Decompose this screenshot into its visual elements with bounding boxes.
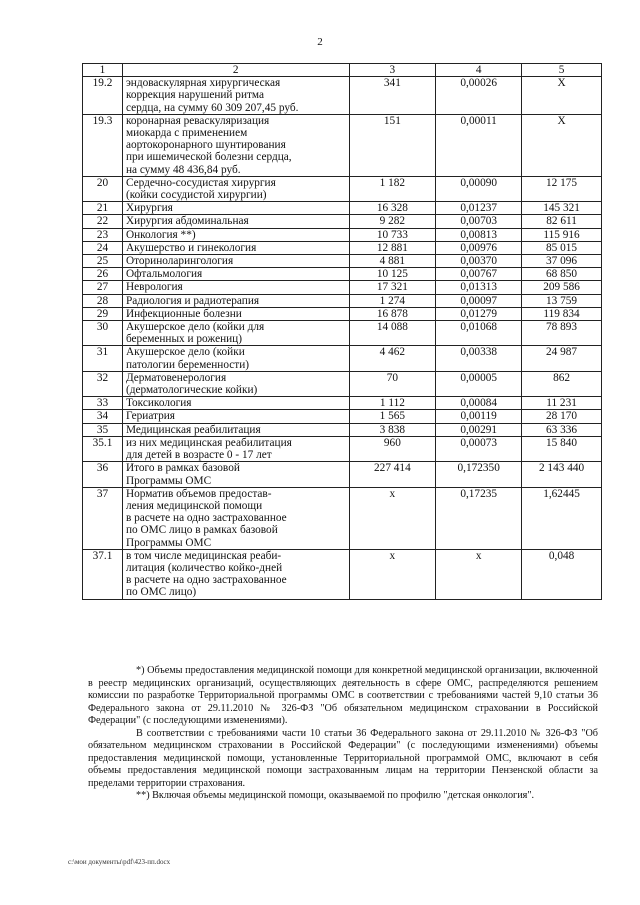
row-name-cell: в том числе медицинская реаби- литация (количество койко-дней в расчете на одно застрахованное по ОМС лицо): [122, 549, 349, 599]
row-name-cell: Сердечно-сосудистая хирургия (койки сосудистой хирургии): [122, 176, 349, 201]
row-name-cell: Оториноларингология: [122, 255, 349, 268]
row-value-cell: 70: [349, 371, 436, 396]
row-value-cell: 227 414: [349, 462, 436, 487]
row-number-cell: 35: [83, 423, 123, 436]
row-number-cell: 19.2: [83, 77, 123, 115]
file-path-footer: c:\мои документы\pdf\423-пп.docx: [68, 858, 171, 866]
row-value-cell: 37 096: [522, 255, 602, 268]
row-name-cell: Офтальмология: [122, 268, 349, 281]
row-value-cell: 0,00119: [436, 410, 522, 423]
row-value-cell: 1 182: [349, 176, 436, 201]
row-value-cell: 115 916: [522, 228, 602, 241]
row-value-cell: 0,00370: [436, 255, 522, 268]
row-value-cell: 0,00097: [436, 294, 522, 307]
row-value-cell: 0,00073: [436, 436, 522, 461]
row-name-cell: Онкология **): [122, 228, 349, 241]
row-value-cell: 24 987: [522, 346, 602, 371]
row-value-cell: 1,62445: [522, 487, 602, 549]
row-number-cell: 33: [83, 397, 123, 410]
row-value-cell: 4 462: [349, 346, 436, 371]
row-value-cell: 13 759: [522, 294, 602, 307]
table-header-row: [83, 64, 602, 77]
row-value-cell: 85 015: [522, 241, 602, 254]
table-row: [83, 462, 602, 487]
row-number-cell: 20: [83, 176, 123, 201]
table-row: [83, 228, 602, 241]
row-name-cell: Норматив объемов предостав- ления медицинской помощи в расчете на одно застрахованное по ОМС лицо в рамках базовой Программы ОМС: [122, 487, 349, 549]
row-name-cell: Хирургия: [122, 202, 349, 215]
row-value-cell: 0,01237: [436, 202, 522, 215]
row-value-cell: 11 231: [522, 397, 602, 410]
row-number-cell: 37: [83, 487, 123, 549]
row-number-cell: 27: [83, 281, 123, 294]
row-value-cell: 145 321: [522, 202, 602, 215]
row-value-cell: 0,172350: [436, 462, 522, 487]
table-row: [83, 215, 602, 228]
table-row: [83, 321, 602, 346]
row-value-cell: 209 586: [522, 281, 602, 294]
row-value-cell: 0,00703: [436, 215, 522, 228]
row-value-cell: 9 282: [349, 215, 436, 228]
row-value-cell: 12 175: [522, 176, 602, 201]
row-value-cell: X: [522, 77, 602, 115]
table-row: [83, 202, 602, 215]
row-value-cell: 0,048: [522, 549, 602, 599]
row-name-cell: Радиология и радиотерапия: [122, 294, 349, 307]
table-row: [83, 410, 602, 423]
row-number-cell: 30: [83, 321, 123, 346]
row-name-cell: Неврология: [122, 281, 349, 294]
header-cell: 5: [522, 64, 602, 77]
row-name-cell: коронарная реваскуляризация миокарда с применением аортокоронарного шунтирования при ишемической болезни сердца, на сумму 48 436,84 руб.: [122, 114, 349, 176]
row-name-cell: Акушерское дело (койки для беременных и рожениц): [122, 321, 349, 346]
table-row: [83, 176, 602, 201]
header-cell: 3: [349, 64, 436, 77]
row-value-cell: 82 611: [522, 215, 602, 228]
row-value-cell: 1 112: [349, 397, 436, 410]
footnotes: [88, 665, 598, 803]
row-value-cell: х: [349, 487, 436, 549]
row-value-cell: 3 838: [349, 423, 436, 436]
header-cell: 2: [122, 64, 349, 77]
table-row: [83, 371, 602, 396]
row-value-cell: 862: [522, 371, 602, 396]
row-number-cell: 26: [83, 268, 123, 281]
row-value-cell: 15 840: [522, 436, 602, 461]
row-value-cell: 0,01313: [436, 281, 522, 294]
row-value-cell: 0,00084: [436, 397, 522, 410]
table-row: [83, 241, 602, 254]
row-number-cell: 24: [83, 241, 123, 254]
row-name-cell: Токсикология: [122, 397, 349, 410]
table-row: [83, 281, 602, 294]
row-name-cell: из них медицинская реабилитация для детей в возрасте 0 - 17 лет: [122, 436, 349, 461]
row-value-cell: 10 733: [349, 228, 436, 241]
row-value-cell: 1 565: [349, 410, 436, 423]
row-number-cell: 19.3: [83, 114, 123, 176]
row-value-cell: 341: [349, 77, 436, 115]
row-value-cell: 2 143 440: [522, 462, 602, 487]
row-value-cell: 0,01068: [436, 321, 522, 346]
row-value-cell: 119 834: [522, 307, 602, 320]
row-value-cell: 0,00767: [436, 268, 522, 281]
row-value-cell: 1 274: [349, 294, 436, 307]
row-number-cell: 35.1: [83, 436, 123, 461]
row-number-cell: 37.1: [83, 549, 123, 599]
table-row: [83, 114, 602, 176]
footnote-1: *) Объемы предоставления медицинской помощи для конкретной медицинской организации, включенной в реестр медицинских организаций, осуществляющих деятельность в сфере ОМС, распределяются решением комиссии по разработке Территориальной программы ОМС в соответствии с требованиями частей 9,10 статьи 36 Федерального закона от 29.11.2010 № 326-ФЗ "Об обязательном медицинском страховании в Российской Федерации" (с последующими изменениями).: [88, 665, 598, 726]
row-value-cell: 960: [349, 436, 436, 461]
row-value-cell: 0,00291: [436, 423, 522, 436]
row-value-cell: х: [436, 549, 522, 599]
footnote-3: **) Включая объемы медицинской помощи, оказываемой по профилю "детская онкология".: [136, 790, 535, 801]
row-value-cell: 63 336: [522, 423, 602, 436]
row-name-cell: Акушерство и гинекология: [122, 241, 349, 254]
row-value-cell: 12 881: [349, 241, 436, 254]
row-name-cell: эндоваскулярная хирургическая коррекция нарушений ритма сердца, на сумму 60 309 207,45 руб.: [122, 77, 349, 115]
row-value-cell: 0,00011: [436, 114, 522, 176]
table-row: [83, 294, 602, 307]
header-cell: 1: [83, 64, 123, 77]
row-number-cell: 23: [83, 228, 123, 241]
row-name-cell: Медицинская реабилитация: [122, 423, 349, 436]
row-value-cell: 151: [349, 114, 436, 176]
row-number-cell: 22: [83, 215, 123, 228]
row-name-cell: Итого в рамках базовой Программы ОМС: [122, 462, 349, 487]
row-value-cell: 28 170: [522, 410, 602, 423]
row-value-cell: 0,01279: [436, 307, 522, 320]
table-row: [83, 268, 602, 281]
volumes-table: [82, 63, 602, 600]
table-row: [83, 255, 602, 268]
row-number-cell: 21: [83, 202, 123, 215]
row-name-cell: Акушерское дело (койки патологии беременности): [122, 346, 349, 371]
row-value-cell: 0,17235: [436, 487, 522, 549]
table-row: [83, 487, 602, 549]
row-value-cell: 0,00976: [436, 241, 522, 254]
row-number-cell: 32: [83, 371, 123, 396]
row-value-cell: х: [349, 549, 436, 599]
table-row: [83, 307, 602, 320]
row-value-cell: 68 850: [522, 268, 602, 281]
row-value-cell: 16 878: [349, 307, 436, 320]
row-number-cell: 31: [83, 346, 123, 371]
header-cell: 4: [436, 64, 522, 77]
row-number-cell: 25: [83, 255, 123, 268]
row-name-cell: Гериатрия: [122, 410, 349, 423]
table-body: [83, 77, 602, 599]
row-number-cell: 34: [83, 410, 123, 423]
row-number-cell: 29: [83, 307, 123, 320]
table-row: [83, 423, 602, 436]
row-name-cell: Инфекционные болезни: [122, 307, 349, 320]
row-value-cell: 4 881: [349, 255, 436, 268]
row-value-cell: 16 328: [349, 202, 436, 215]
row-value-cell: 78 893: [522, 321, 602, 346]
row-value-cell: 14 088: [349, 321, 436, 346]
row-name-cell: Хирургия абдоминальная: [122, 215, 349, 228]
row-value-cell: 0,00813: [436, 228, 522, 241]
footnote-2: В соответствии с требованиями части 10 статьи 36 Федерального закона от 29.11.2010 № 326-ФЗ "Об обязательном медицинском страховании в Российской Федерации" (с последующими изменениями) объемы предоставления медицинской помощи, установленные Территориальной программой ОМС, включают в себя объемы предоставления медицинской помощи застрахованным лицам на территории Пензенской области за пределами территории страхования.: [88, 727, 598, 789]
row-value-cell: 10 125: [349, 268, 436, 281]
row-value-cell: 0,00090: [436, 176, 522, 201]
row-value-cell: 0,00005: [436, 371, 522, 396]
row-value-cell: 17 321: [349, 281, 436, 294]
table-row: [83, 346, 602, 371]
table-row: [83, 549, 602, 599]
table-row: [83, 397, 602, 410]
row-name-cell: Дерматовенерология (дерматологические койки): [122, 371, 349, 396]
row-number-cell: 28: [83, 294, 123, 307]
table-row: [83, 436, 602, 461]
page-number: 2: [317, 36, 323, 48]
row-value-cell: 0,00026: [436, 77, 522, 115]
row-number-cell: 36: [83, 462, 123, 487]
table-row: [83, 77, 602, 115]
row-value-cell: 0,00338: [436, 346, 522, 371]
row-value-cell: X: [522, 114, 602, 176]
